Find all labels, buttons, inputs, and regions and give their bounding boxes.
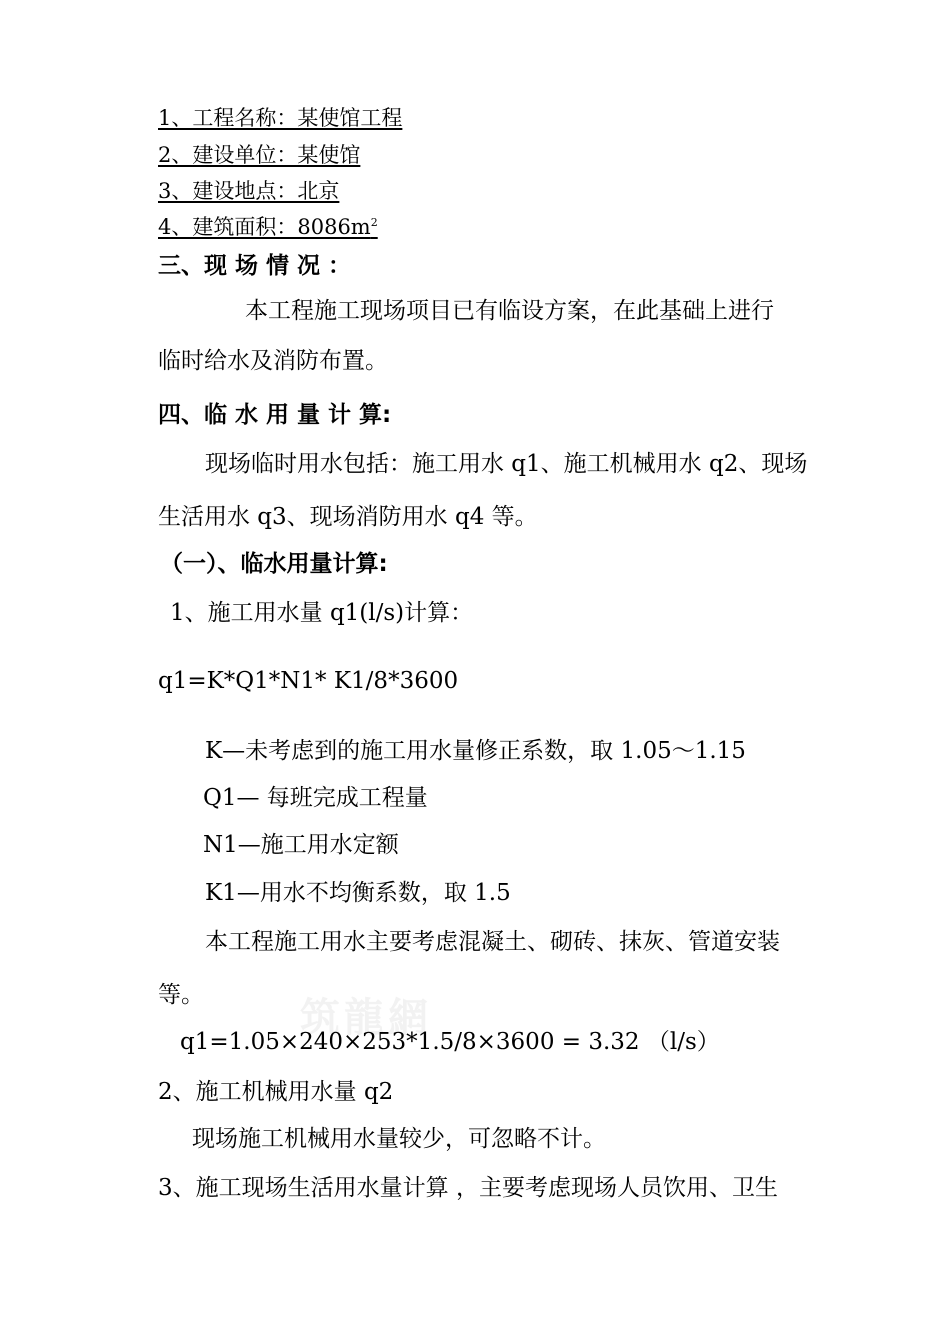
construction-unit-line: 2、建设单位：某使馆 (158, 143, 361, 167)
project-name-line: 1、工程名称：某使馆工程 (158, 106, 403, 130)
note-paragraph-line1: 本工程施工用水主要考虑混凝土、砌砖、抹灰、管道安装 (205, 929, 780, 955)
definition-k: K—未考虑到的施工用水量修正系数，取 1.05～1.15 (205, 738, 746, 764)
section3-paragraph-line1: 本工程施工现场项目已有临设方案，在此基础上进行 (245, 298, 774, 324)
section3-heading: 三、现 场 情 况 ： (158, 253, 352, 279)
section4-paragraph-line2: 生活用水 q3、现场消防用水 q4 等。 (158, 504, 538, 530)
building-area-text: 4、建筑面积：8086m (158, 215, 371, 239)
construction-site-line: 3、建设地点：北京 (158, 179, 340, 203)
q1-calculation: q1=1.05×240×253*1.5/8×3600 = 3.32 （l/s） (180, 1029, 720, 1055)
item3-title: 3、施工现场生活用水量计算 ，主要考虑现场人员饮用、卫生 (158, 1175, 778, 1201)
definition-k1: K1—用水不均衡系数，取 1.5 (205, 880, 511, 906)
section3-paragraph-line2: 临时给水及消防布置。 (158, 348, 388, 374)
area-unit-superscript: 2 (370, 216, 378, 229)
subsection1-heading: （一）、临水用量计算: (160, 551, 388, 577)
q1-formula: q1=K*Q1*N1* K1/8*3600 (158, 668, 459, 694)
item2-text: 现场施工机械用水量较少，可忽略不计。 (192, 1126, 606, 1152)
watermark-logo: 筑龍網 (300, 994, 432, 1041)
section4-heading: 四、临 水 用 量 计 算: (158, 402, 392, 428)
building-area-line (158, 217, 378, 238)
item1-title: 1、施工用水量 q1(l/s)计算： (170, 600, 474, 626)
definition-n1: N1—施工用水定额 (203, 832, 399, 858)
definition-q1: Q1— 每班完成工程量 (203, 785, 428, 811)
item2-title: 2、施工机械用水量 q2 (158, 1079, 394, 1105)
section4-paragraph-line1: 现场临时用水包括：施工用水 q1、施工机械用水 q2、现场 (205, 451, 808, 477)
note-paragraph-line2: 等。 (158, 982, 204, 1008)
